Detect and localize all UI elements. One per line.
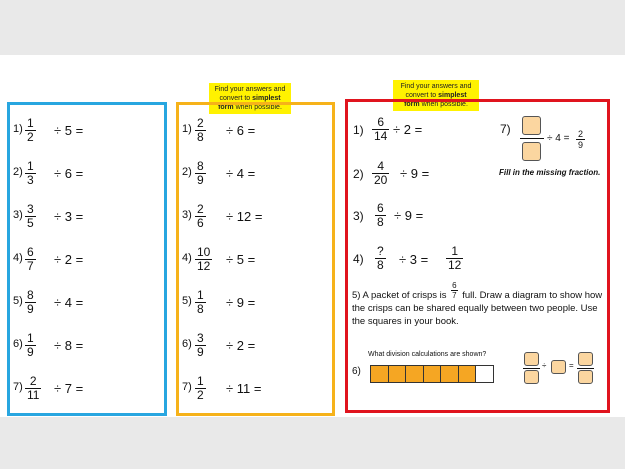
note-line: convert to bbox=[219, 95, 253, 102]
denominator: 8 bbox=[377, 258, 384, 272]
operation: ÷ 11 = bbox=[226, 381, 262, 396]
question-label: 4) bbox=[182, 252, 192, 264]
fraction bbox=[195, 246, 212, 273]
bar-cell-filled bbox=[424, 366, 442, 382]
fraction bbox=[375, 245, 386, 272]
fraction-bar bbox=[577, 368, 594, 369]
denominator: 9 bbox=[578, 140, 584, 150]
note-bold: form bbox=[218, 104, 234, 111]
orange-question-panel bbox=[176, 102, 335, 416]
note-bold: simplest bbox=[252, 95, 281, 102]
operation: ÷ 8 = bbox=[54, 338, 84, 353]
blue-question-panel bbox=[7, 102, 167, 416]
operation: ÷ 9 = bbox=[394, 208, 424, 223]
numerator: 2 bbox=[29, 374, 37, 388]
denominator: 9 bbox=[27, 302, 34, 316]
answer-fraction bbox=[576, 129, 585, 150]
numerator: 2 bbox=[197, 116, 204, 130]
numerator: 8 bbox=[27, 288, 34, 302]
q5-text: 5) A packet of crisps is bbox=[352, 290, 450, 301]
bar-cell-filled bbox=[389, 366, 407, 382]
numerator: 1 bbox=[27, 331, 34, 345]
operation: ÷ 2 = bbox=[226, 338, 256, 353]
denominator: 7 bbox=[27, 259, 34, 273]
numerator: 6 bbox=[452, 280, 457, 290]
question-label: 6) bbox=[352, 366, 361, 377]
denominator: 14 bbox=[374, 129, 388, 143]
fraction bbox=[195, 289, 206, 316]
answer-box[interactable] bbox=[578, 352, 593, 366]
question-label: 1) bbox=[13, 123, 23, 135]
q6-question: What division calculations are shown? bbox=[368, 351, 487, 358]
question-label: 1) bbox=[182, 123, 192, 135]
fraction-bar bbox=[523, 368, 540, 369]
question-label: 7) bbox=[500, 122, 511, 136]
answer-box[interactable] bbox=[551, 360, 566, 374]
question-label: 4) bbox=[13, 252, 23, 264]
note-bold: simplest bbox=[438, 92, 467, 99]
question-label: 5) bbox=[182, 295, 192, 307]
numerator: 1 bbox=[27, 116, 34, 130]
fraction bbox=[25, 117, 36, 144]
note-bold: form bbox=[404, 101, 420, 108]
fraction bbox=[25, 289, 36, 316]
fraction bbox=[372, 116, 389, 143]
denominator: 5 bbox=[27, 216, 34, 230]
operation: ÷ 12 = bbox=[226, 209, 263, 224]
note-line: convert to bbox=[405, 92, 439, 99]
answer-box[interactable] bbox=[524, 370, 539, 384]
numerator: 3 bbox=[197, 331, 204, 345]
fraction bbox=[25, 375, 41, 402]
fraction bbox=[195, 117, 206, 144]
numerator: 6 bbox=[377, 201, 384, 215]
operation: ÷ 4 = bbox=[226, 166, 256, 181]
denominator: 8 bbox=[197, 130, 204, 144]
numerator: 3 bbox=[27, 202, 34, 216]
denominator: 12 bbox=[197, 259, 211, 273]
numerator: ? bbox=[377, 244, 384, 258]
fraction bbox=[372, 160, 389, 187]
bar-cell-filled bbox=[441, 366, 459, 382]
denominator: 3 bbox=[27, 173, 34, 187]
operation: ÷ 3 = bbox=[399, 252, 429, 267]
fraction bbox=[25, 160, 36, 187]
divide-sign: ÷ bbox=[542, 361, 547, 370]
numerator: 1 bbox=[451, 244, 459, 258]
bar-cell-filled bbox=[371, 366, 389, 382]
note-line: when possible. bbox=[419, 101, 468, 108]
denominator: 9 bbox=[197, 345, 204, 359]
denominator: 2 bbox=[197, 388, 204, 402]
note-line: Find your answers and bbox=[214, 86, 286, 93]
missing-denominator-box[interactable] bbox=[522, 142, 541, 161]
operation: ÷ 5 = bbox=[54, 123, 84, 138]
numerator: 4 bbox=[377, 159, 385, 173]
denominator: 11 bbox=[27, 388, 40, 402]
fraction bbox=[25, 246, 36, 273]
numerator: 6 bbox=[27, 245, 34, 259]
missing-numerator-box[interactable] bbox=[522, 116, 541, 135]
question-label: 1) bbox=[353, 123, 364, 137]
q7-caption: Fill in the missing fraction. bbox=[499, 168, 601, 177]
question-label: 3) bbox=[182, 209, 192, 221]
note-line: when possible. bbox=[233, 104, 282, 111]
operation: ÷ 7 = bbox=[54, 381, 84, 396]
answer-box[interactable] bbox=[578, 370, 593, 384]
note-line: Find your answers and bbox=[400, 83, 472, 90]
numerator: 10 bbox=[197, 245, 211, 259]
denominator: 12 bbox=[448, 258, 462, 272]
denominator: 9 bbox=[27, 345, 34, 359]
denominator: 8 bbox=[377, 215, 384, 229]
numerator: 1 bbox=[27, 159, 34, 173]
operation: ÷ 3 = bbox=[54, 209, 84, 224]
fraction bbox=[195, 332, 206, 359]
operation: ÷ 4 = bbox=[547, 133, 570, 144]
operation: ÷ 9 = bbox=[226, 295, 256, 310]
numerator: 6 bbox=[377, 115, 385, 129]
fraction bbox=[195, 375, 206, 402]
bar-cell-filled bbox=[406, 366, 424, 382]
question-label: 2) bbox=[13, 166, 23, 178]
numerator: 2 bbox=[578, 129, 584, 139]
question-label: 2) bbox=[353, 167, 364, 181]
denominator: 8 bbox=[197, 302, 204, 316]
bar-cell-filled bbox=[459, 366, 477, 382]
answer-fraction bbox=[446, 245, 463, 272]
operation: ÷ 6 = bbox=[54, 166, 84, 181]
red-question-panel bbox=[345, 99, 610, 413]
question-label: 3) bbox=[353, 209, 364, 223]
question-label: 5) bbox=[13, 295, 23, 307]
operation: ÷ 2 = bbox=[54, 252, 84, 267]
numerator: 8 bbox=[197, 159, 204, 173]
question-label: 6) bbox=[13, 338, 23, 350]
q5-fraction bbox=[451, 281, 457, 300]
question-5 bbox=[352, 280, 604, 328]
answer-box[interactable] bbox=[524, 352, 539, 366]
fraction bbox=[25, 203, 36, 230]
operation: ÷ 6 = bbox=[226, 123, 256, 138]
denominator: 7 bbox=[452, 290, 457, 300]
question-label: 4) bbox=[353, 252, 364, 266]
numerator: 2 bbox=[197, 202, 204, 216]
denominator: 9 bbox=[197, 173, 204, 187]
question-label: 6) bbox=[182, 338, 192, 350]
operation: ÷ 5 = bbox=[226, 252, 256, 267]
operation: ÷ 9 = bbox=[400, 166, 430, 181]
numerator: 1 bbox=[197, 288, 204, 302]
operation: ÷ 2 = bbox=[393, 122, 423, 137]
worksheet-slide bbox=[0, 55, 625, 417]
fraction-bar-diagram bbox=[370, 365, 494, 383]
fraction bbox=[375, 202, 386, 229]
denominator: 2 bbox=[27, 130, 34, 144]
question-label: 3) bbox=[13, 209, 23, 221]
question-label: 7) bbox=[182, 381, 192, 393]
fraction-bar bbox=[520, 138, 544, 139]
fraction bbox=[25, 332, 36, 359]
operation: ÷ 4 = bbox=[54, 295, 84, 310]
fraction bbox=[195, 203, 206, 230]
denominator: 20 bbox=[374, 173, 388, 187]
denominator: 6 bbox=[197, 216, 204, 230]
question-label: 2) bbox=[182, 166, 192, 178]
equals-sign: = bbox=[569, 361, 574, 370]
question-label: 7) bbox=[13, 381, 23, 393]
bar-cell-empty bbox=[476, 366, 493, 382]
numerator: 1 bbox=[197, 374, 204, 388]
q5-text: full. Draw a diagram to show how the crisps can be shared equally between two people. Use the squares in your book. bbox=[352, 290, 603, 327]
fraction bbox=[195, 160, 206, 187]
